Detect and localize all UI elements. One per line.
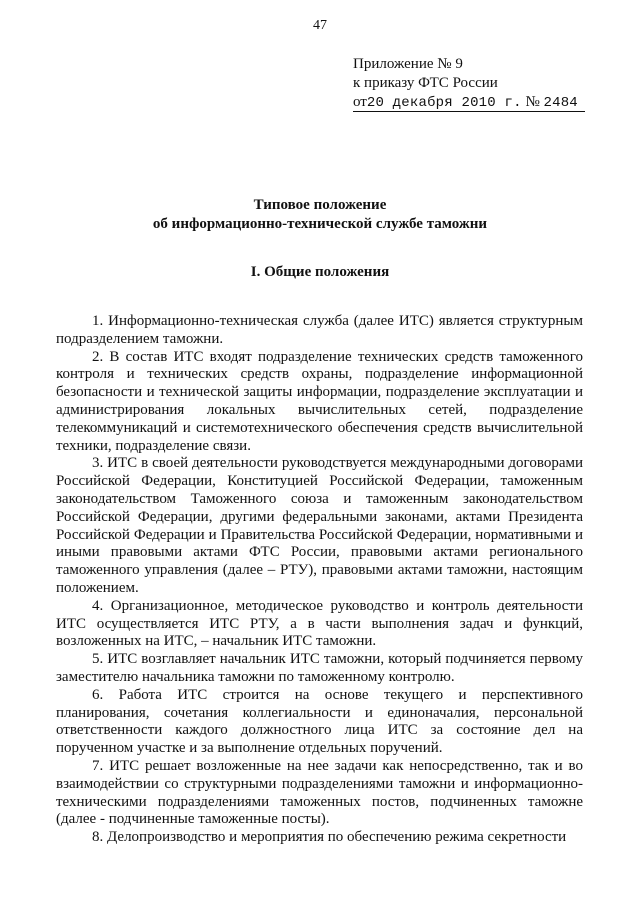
paragraph-3: 3. ИТС в своей деятельности руководствуется международными договорами Российской Федерации, Конституцией Российской Федерации, таможенным законодательством Таможенного союза и таможенным законодательством Российской Федерации, другими федеральными законами, актами Президента Российской Федерации и Правительства Российской Федерации, нормативными и иными правовыми актами ФТС России, правовыми актами регионального таможенного управления (далее – РТУ), правовыми актами таможни, настоящим положением.: [56, 455, 583, 596]
paragraph-8: 8. Делопроизводство и мероприятия по обеспечению режима секретности: [92, 829, 567, 846]
paragraph-2: 2. В состав ИТС входят подразделение технических средств таможенного контроля и технических средств охраны, подразделение информационной безопасности и технической защиты информации, подразделение эксплуатации и администрирования локальных вычислительных сетей, подразделение телекоммуникаций и системотехнического обеспечения средств вычислительной техники, подразделение связи.: [56, 348, 583, 454]
appendix-number-label: №: [525, 94, 540, 110]
appendix-date: 20 декабря 2010 г.: [366, 95, 522, 111]
appendix-block: [353, 55, 585, 113]
appendix-date-prefix: от: [353, 94, 367, 110]
paragraph-5: 5. ИТС возглавляет начальник ИТС таможни, который подчиняется первому заместителю начальника таможни по таможенному контролю.: [56, 651, 583, 685]
document-title: [0, 196, 640, 234]
paragraph-1: 1. Информационно-техническая служба (далее ИТС) является структурным подразделением таможни.: [56, 313, 583, 347]
appendix-order-ref: к приказу ФТС России: [353, 75, 498, 91]
paragraph-6: 6. Работа ИТС строится на основе текущего и перспективного планирования, сочетания коллегиальности и единоначалия, персональной ответственности каждого должностного лица ИТС за состояние дел на порученном участке и за выполнение отдельных поручений.: [56, 686, 583, 757]
document-title-line1: Типовое положение: [253, 197, 387, 213]
appendix-date-line: [353, 93, 585, 113]
appendix-date-underline: [353, 94, 585, 112]
paragraph-4: 4. Организационное, методическое руководство и контроль деятельности ИТС осуществляется ИТС РТУ, а в части выполнения задач и функций, возложенных на ИТС, – начальник ИТС таможни.: [56, 597, 583, 650]
appendix-number: 2484: [543, 95, 578, 111]
paragraph-7: 7. ИТС решает возложенные на нее задачи как непосредственно, так и во взаимодействии со структурными подразделениями таможни и информационно-техническими подразделениями таможенных постов, подчиненных таможне (далее - подчиненные таможенные посты).: [56, 757, 583, 828]
body-text: [56, 313, 583, 847]
page-number: 47: [313, 18, 327, 33]
document-title-line2: об информационно-технической службе таможни: [152, 216, 488, 232]
section-heading: I. Общие положения: [250, 264, 390, 280]
appendix-title: Приложение № 9: [353, 56, 463, 72]
